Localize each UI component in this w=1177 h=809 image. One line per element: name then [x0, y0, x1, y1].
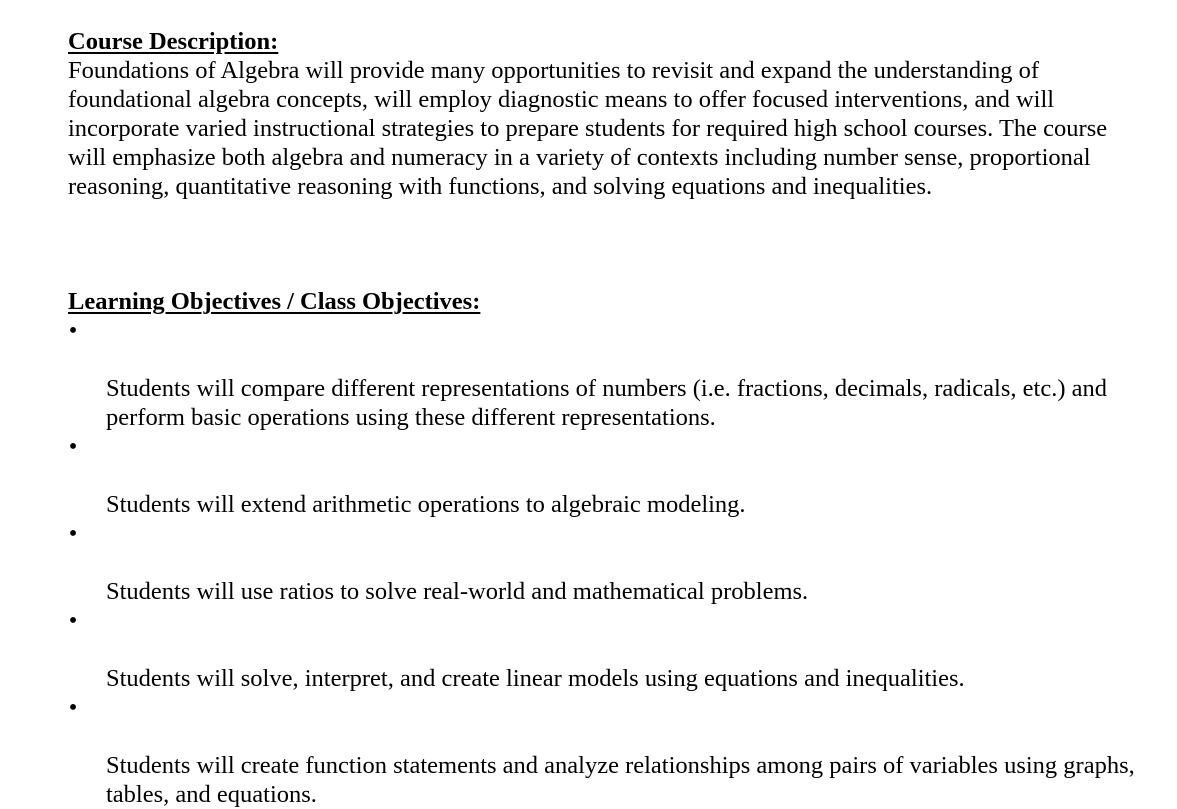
course-description-heading: Course Description:: [68, 28, 279, 55]
list-item: [68, 693, 1158, 809]
objectives-list: [68, 316, 1158, 809]
objective-text: Students will extend arithmetic operations to algebraic modeling.: [106, 491, 746, 518]
bullet-icon: •: [68, 317, 78, 344]
bullet-icon: •: [68, 433, 78, 460]
objective-text: Students will solve, interpret, and create linear models using equations and inequalities.: [106, 665, 965, 692]
learning-objectives-section: [68, 287, 1158, 809]
list-item: [68, 606, 1158, 693]
list-item: [68, 432, 1158, 519]
list-item: [68, 316, 1158, 432]
objective-text: Students will compare different representations of numbers (i.e. fractions, decimals, radicals, etc.) and perform basic operations using these different representations.: [106, 375, 1107, 431]
objective-text: Students will use ratios to solve real-world and mathematical problems.: [106, 578, 809, 605]
course-description-text: Foundations of Algebra will provide many opportunities to revisit and expand the understanding of foundational algebra concepts, will employ diagnostic means to offer focused interventions, and will incorporate varied instructional strategies to prepare students for required high school courses. The course will emphasize both algebra and numeracy in a variety of contexts including number sense, proportional reasoning, quantitative reasoning with functions, and solving equations and inequalities.: [68, 57, 1108, 200]
objective-text: Students will create function statements and analyze relationships among pairs of variables using graphs, tables, and equations.: [106, 752, 1135, 808]
bullet-icon: •: [68, 520, 78, 547]
bullet-icon: •: [68, 694, 78, 721]
learning-objectives-heading: Learning Objectives / Class Objectives:: [68, 288, 481, 315]
list-item: [68, 519, 1158, 606]
bullet-icon: •: [68, 607, 78, 634]
course-description-section: [68, 27, 1158, 201]
